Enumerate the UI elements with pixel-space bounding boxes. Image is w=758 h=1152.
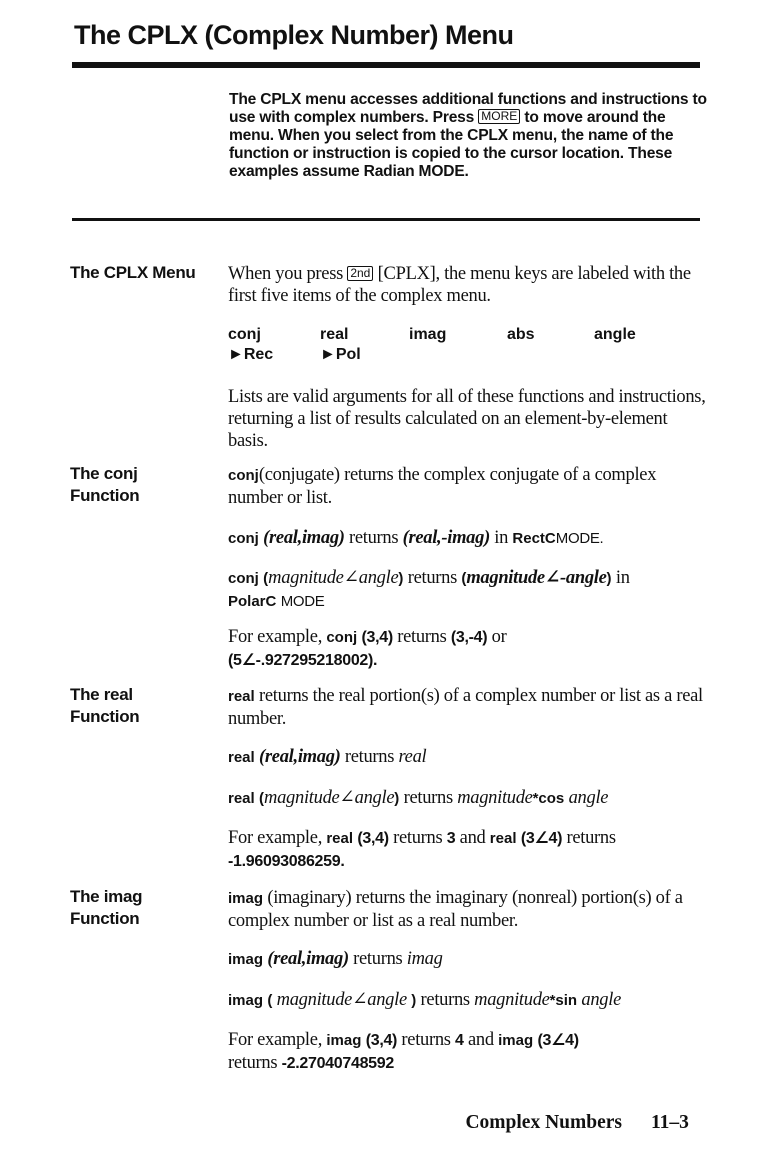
imag-side-label (70, 886, 220, 930)
imag-example-val1: 4 (455, 1032, 464, 1049)
in-text: in (615, 568, 630, 588)
imag-rect-syntax (228, 948, 708, 971)
conj-rect-syntax (228, 527, 708, 550)
conj-polar-args: magnitude∠angle (268, 568, 399, 588)
real-polar-syntax (228, 787, 708, 810)
conj-keyword: conj (228, 570, 259, 587)
real-example (228, 827, 708, 873)
imag-example-val2: -2.27040748592 (281, 1055, 394, 1072)
real-description (228, 685, 708, 730)
imag-example-expr2: (3∠4) (537, 1032, 579, 1049)
returns-text: returns (228, 1053, 278, 1073)
intro-text-2: to move around the menu. When you select from the CPLX menu, the name of the function or instruction is copied to the cursor location. These examples assume Radian MODE. (229, 109, 674, 180)
paren-close: ) (398, 570, 404, 587)
intro-paragraph (229, 91, 709, 181)
imag-rect-args: (real,imag) (267, 949, 349, 969)
conj-side-label-line2: Function (70, 486, 140, 505)
cplx-menu-text-1: When you press (228, 264, 348, 284)
imag-side-label-line1: The imag (70, 887, 143, 906)
paren-open: ( (461, 570, 467, 587)
real-keyword: real (228, 790, 255, 807)
conj-keyword: conj (326, 629, 358, 646)
conj-side-label (70, 463, 220, 507)
conj-description (228, 464, 708, 509)
real-example-expr1: (3,4) (357, 830, 389, 847)
mode-text: MODE. (555, 530, 604, 547)
imag-desc-text: (imaginary) returns the imaginary (nonreal) portion(s) of a complex number or list as a real number. (228, 888, 683, 931)
real-rect-syntax (228, 746, 708, 769)
menu-item-rec: ►Rec (228, 346, 274, 363)
in-text: in (494, 528, 509, 548)
lists-paragraph: Lists are valid arguments for all of these functions and instructions, returning a list of results calculated on an element-by-element basis. (228, 387, 706, 451)
page-title: The CPLX (Complex Number) Menu (74, 20, 514, 50)
paren-open: ( (267, 992, 273, 1009)
conj-example-result1: (3,-4) (450, 629, 488, 646)
paren-close: ) (394, 790, 400, 807)
imag-example (228, 1029, 708, 1075)
imag-keyword: imag (498, 1032, 534, 1049)
imag-rect-result: imag (406, 949, 443, 969)
real-keyword: real (489, 830, 517, 847)
conj-example (228, 626, 708, 672)
returns-text: returns (566, 828, 616, 848)
conj-polar-syntax (228, 567, 708, 613)
section-rule (72, 218, 700, 221)
imag-side-label-line2: Function (70, 909, 140, 928)
conj-example-expr: (3,4) (361, 629, 393, 646)
conj-desc-text: (conjugate) returns the complex conjugate of a complex number or list. (228, 465, 657, 508)
cplx-menu-paragraph (228, 263, 708, 307)
real-rect-args: (real,imag) (259, 747, 341, 767)
footer-section-title: Complex Numbers (465, 1112, 622, 1133)
paren-open: ( (259, 790, 265, 807)
intro-text-1: The CPLX menu accesses additional functions and instructions to use with complex numbers. Press (229, 91, 707, 126)
real-example-val2: -1.96093086259. (228, 853, 345, 870)
imag-keyword: imag (228, 992, 264, 1009)
real-example-val1: 3 (446, 830, 456, 847)
example-intro: For example, (228, 828, 323, 848)
real-keyword: real (228, 749, 255, 766)
magnitude-text: magnitude (474, 990, 550, 1010)
real-side-label (70, 684, 220, 728)
conj-keyword: conj (228, 467, 259, 484)
real-keyword: real (228, 688, 255, 705)
menu-item-imag: imag (409, 326, 447, 343)
imag-keyword: imag (326, 1032, 362, 1049)
example-intro: For example, (228, 1030, 323, 1050)
conj-keyword: conj (228, 530, 259, 547)
real-rect-result: real (398, 747, 427, 767)
and-text: and (467, 1030, 494, 1050)
real-polar-args: magnitude∠angle (264, 788, 395, 808)
imag-polar-args: magnitude∠angle (276, 990, 407, 1010)
conj-polar-result: magnitude∠-angle (466, 568, 607, 588)
footer-page-number: 11–3 (651, 1112, 689, 1133)
conj-example-result2: (5∠-.927295218002). (228, 652, 378, 669)
imag-description (228, 887, 708, 932)
returns-text: returns (403, 788, 453, 808)
paren-close: ) (606, 570, 612, 587)
cplx-menu-text-2: [CPLX], the menu keys are labeled with the first five items of the complex menu. (228, 264, 691, 306)
returns-text: returns (420, 990, 470, 1010)
conj-rect-args: (real,imag) (263, 528, 345, 548)
real-example-expr2: (3∠4) (520, 830, 563, 847)
angle-text: angle (581, 990, 622, 1010)
paren-open: ( (263, 570, 269, 587)
mode-text: MODE (280, 593, 325, 610)
menu-item-conj: conj (228, 326, 261, 343)
example-intro: For example, (228, 627, 323, 647)
imag-example-expr1: (3,4) (365, 1032, 398, 1049)
returns-text: returns (407, 568, 457, 588)
imag-polar-syntax (228, 989, 708, 1012)
conj-side-label-line1: The conj (70, 464, 138, 483)
imag-keyword: imag (228, 951, 264, 968)
menu-item-angle: angle (594, 326, 636, 343)
cplx-menu-side-label: The CPLX Menu (70, 263, 196, 282)
cos-keyword: *cos (532, 790, 565, 807)
returns-text: returns (353, 949, 403, 969)
paren-close: ) (411, 992, 417, 1009)
real-desc-text: returns the real portion(s) of a complex number or list as a real number. (228, 686, 703, 729)
top-rule (72, 62, 700, 68)
polarc-keyword: PolarC (228, 593, 277, 610)
returns-text: returns (397, 627, 447, 647)
real-side-label-line2: Function (70, 707, 140, 726)
menu-item-real: real (320, 326, 349, 343)
returns-text: returns (393, 828, 443, 848)
imag-keyword: imag (228, 890, 264, 907)
menu-item-abs: abs (507, 326, 535, 343)
sin-keyword: *sin (549, 992, 578, 1009)
more-key: MORE (478, 109, 520, 124)
returns-text: returns (348, 528, 399, 548)
angle-text: angle (568, 788, 609, 808)
rectc-keyword: RectC (512, 530, 556, 547)
conj-rect-result: (real,-imag) (402, 528, 490, 548)
2nd-key: 2nd (347, 266, 373, 281)
or-text: or (491, 627, 507, 647)
real-side-label-line1: The real (70, 685, 133, 704)
returns-text: returns (344, 747, 395, 767)
menu-item-pol: ►Pol (320, 346, 361, 363)
magnitude-text: magnitude (457, 788, 533, 808)
returns-text: returns (401, 1030, 451, 1050)
real-keyword: real (326, 830, 354, 847)
and-text: and (459, 828, 486, 848)
